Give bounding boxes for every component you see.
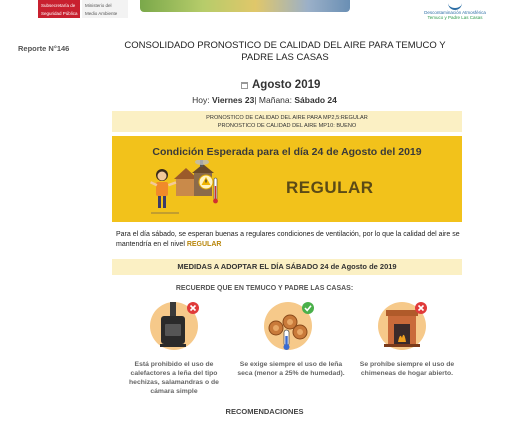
fireplace-prohibited-icon xyxy=(376,298,430,352)
descontaminacion-logo xyxy=(415,0,495,20)
today-tomorrow-line xyxy=(0,95,529,105)
gov-logo-right-line1: Ministerio del xyxy=(85,3,112,8)
recommendations-title: RECOMENDACIONES xyxy=(225,407,304,416)
tomorrow-value: Sábado 24 xyxy=(294,95,337,105)
today-label: Hoy: xyxy=(192,95,210,105)
measure-text-fireplace: Se prohíbe siempre el uso de chimeneas de hogar abierto. xyxy=(359,361,455,377)
air-quality-illustration-icon xyxy=(148,160,222,216)
measure-text-stove: Está prohibido el uso de calefactores a leña del tipo hechizas, salamandras o de cámara simple xyxy=(129,361,219,395)
descontaminacion-mark-icon xyxy=(448,0,462,10)
stove-prohibited-icon xyxy=(148,298,202,352)
today-value: Viernes 23 xyxy=(211,95,255,105)
right-logo-line2: Temuco y Padre Las Casas xyxy=(427,15,483,20)
dry-firewood-icon xyxy=(262,298,316,352)
forecast-mp10: PRONOSTICO DE CALIDAD DEL AIRE MP10: BUENO xyxy=(217,123,357,129)
measures-title: MEDIDAS A ADOPTAR EL DÍA SÁBADO 24 de Agosto de 2019 xyxy=(112,259,462,275)
report-title: CONSOLIDADO PRONOSTICO DE CALIDAD DEL AIRE PARA TEMUCO Y PADRE LAS CASAS xyxy=(124,40,446,63)
calendar-icon xyxy=(241,82,248,89)
gov-logo-ministry-block xyxy=(82,0,128,18)
measures-reminder: RECUERDE QUE EN TEMUCO Y PADRE LAS CASAS: xyxy=(175,285,354,292)
tomorrow-label: | Mañana: xyxy=(254,95,292,105)
gov-logo-right-line2: Medio Ambiente xyxy=(85,11,118,16)
header-landscape-banner xyxy=(140,0,350,12)
forecast-description xyxy=(116,230,460,250)
forecast-mp25: PRONOSTICO DE CALIDAD DEL AIRE PARA MP2,5:REGULAR xyxy=(206,115,368,121)
measure-text-firewood: Se exige siempre el uso de leña seca (menor a 25% de humedad). xyxy=(237,361,345,377)
report-number: Reporte N°146 xyxy=(18,44,70,53)
month-heading: Agosto 2019 xyxy=(252,79,321,91)
forecast-description-text: Para el día sábado, se esperan buenas a regulares condiciones de ventilación, por lo que la calidad del aire se mantendría en el nivel xyxy=(116,231,460,248)
government-logo xyxy=(38,0,128,18)
right-logo-line1: Descontaminación Atmosférica xyxy=(424,10,486,15)
condition-title: Condición Esperada para el día 24 de Agosto del 2019 xyxy=(152,146,422,158)
gov-logo-red-block xyxy=(38,0,80,18)
gov-logo-left-line2: Seguridad Pública xyxy=(41,11,78,16)
gov-logo-left-line1: Subsecretaría de xyxy=(41,3,76,8)
forecast-summary-box xyxy=(112,111,462,132)
condition-value: REGULAR xyxy=(286,178,374,197)
forecast-description-level: REGULAR xyxy=(186,241,222,248)
condition-panel xyxy=(112,136,462,222)
